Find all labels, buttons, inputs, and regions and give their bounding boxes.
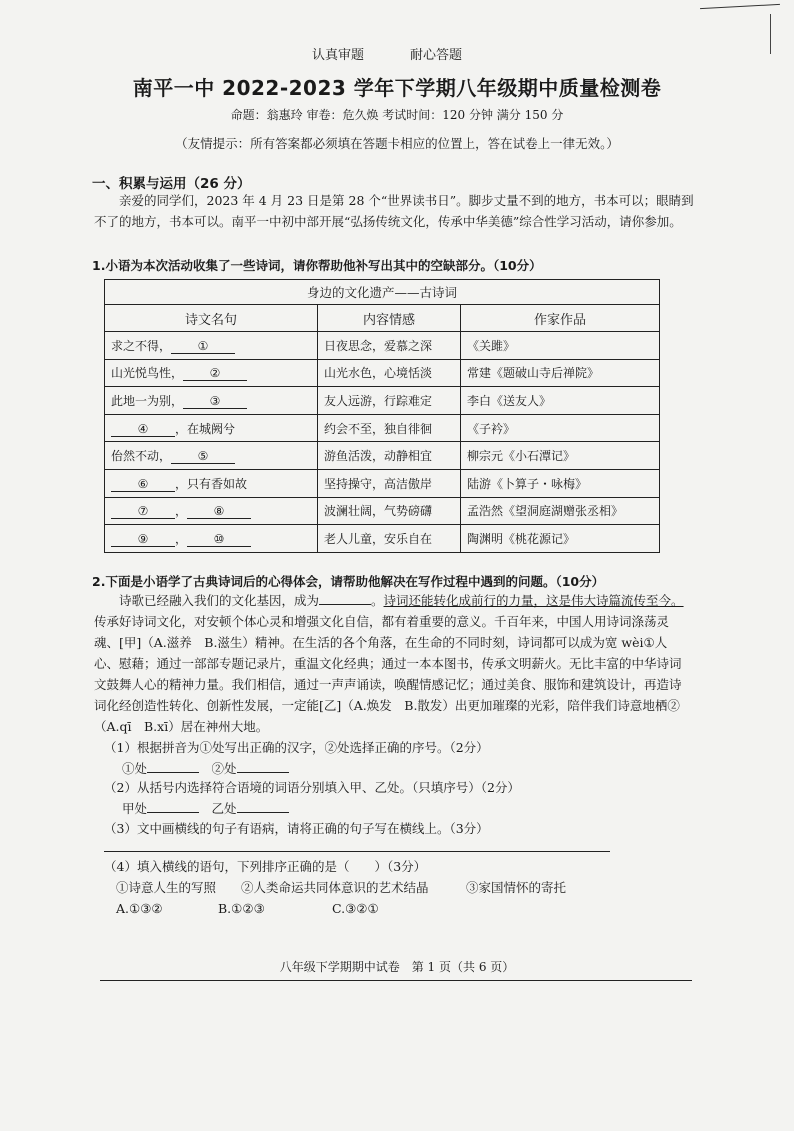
- option-b[interactable]: B.①②③: [218, 901, 265, 916]
- poem-blank[interactable]: ⑦: [111, 504, 175, 519]
- poem-blank[interactable]: ⑨: [111, 532, 175, 547]
- poem-blank[interactable]: ①: [171, 339, 235, 354]
- poem-text: 求之不得，: [111, 338, 172, 353]
- underlined-sentence: 诗词还能转化成前行的力量，这是伟大诗篇流传至今。: [383, 593, 684, 608]
- answer-blank[interactable]: [147, 800, 199, 813]
- answer-label: ①处: [122, 761, 148, 776]
- emotion-cell: 日夜思念，爱慕之深: [318, 332, 461, 360]
- poem-blank[interactable]: ④: [111, 422, 175, 437]
- poem-table: [104, 279, 660, 553]
- q2-sub4: （4）填入横线的语句，下列排序正确的是（ ）（3分）: [104, 859, 427, 874]
- poem-text: ，在城阙兮: [175, 421, 236, 436]
- poem-line-cell: [105, 387, 318, 415]
- passage-text: 诗歌已经融入我们的文化基因，成为: [119, 593, 320, 608]
- q1-prompt: 1.小语为本次活动收集了一些诗词，请你帮助他补写出其中的空缺部分。（10分）: [92, 258, 542, 273]
- motto-right: 耐心答题: [410, 48, 463, 63]
- poem-line-cell: [105, 525, 318, 553]
- footer-rule: [100, 980, 692, 981]
- poem-line-cell: [105, 469, 318, 497]
- work-cell: 李白《送友人》: [461, 387, 660, 415]
- motto-left: 认真审题: [312, 48, 365, 63]
- poem-blank[interactable]: ③: [183, 394, 247, 409]
- poem-rows: [105, 332, 660, 553]
- table-row: [105, 497, 660, 525]
- table-caption: 身边的文化遗产——古诗词: [105, 280, 660, 305]
- poem-line-cell: [105, 442, 318, 470]
- work-cell: 常建《题破山寺后禅院》: [461, 359, 660, 387]
- q2-prompt: 2.下面是小语学了古典诗词后的心得体会，请帮助他解决在写作过程中遇到的问题。（10分）: [92, 574, 605, 589]
- table-row: [105, 414, 660, 442]
- option-a[interactable]: A.①③②: [116, 901, 163, 916]
- poem-line-cell: [105, 497, 318, 525]
- poem-text: 山光悦鸟性，: [111, 366, 184, 381]
- exam-title: 南平一中 2022-2023 学年下学期八年级期中质量检测卷: [132, 76, 662, 100]
- q2-sub2-answers: [122, 798, 289, 819]
- answer-blank[interactable]: [237, 800, 289, 813]
- answer-blank[interactable]: [237, 760, 289, 773]
- emotion-cell: 坚持操守，高洁傲岸: [318, 469, 461, 497]
- poem-text: 此地一为别，: [111, 393, 184, 408]
- page-footer: 八年级下学期期中试卷 第 1 页（共 6 页）: [279, 960, 515, 974]
- table-row: [105, 387, 660, 415]
- answer-line[interactable]: [104, 851, 610, 852]
- emotion-cell: 山光水色，心境恬淡: [318, 359, 461, 387]
- option-c[interactable]: C.③②①: [332, 901, 379, 916]
- section-heading: 一、积累与运用（26 分）: [92, 176, 251, 192]
- q2-sub1: （1）根据拼音为①处写出正确的汉字，②处选择正确的序号。（2分）: [104, 740, 489, 755]
- poem-text: 佁然不动，: [111, 449, 172, 464]
- exam-meta: 命题：翁惠玲 审卷：危久焕 考试时间：120 分钟 满分 150 分: [230, 108, 564, 122]
- table-row: [105, 525, 660, 553]
- emotion-cell: 约会不至，独自徘徊: [318, 414, 461, 442]
- answer-blank[interactable]: [147, 760, 199, 773]
- q2-passage: [94, 590, 690, 737]
- poem-line-cell: [105, 359, 318, 387]
- work-cell: 《关雎》: [461, 332, 660, 360]
- emotion-cell: 波澜壮阔，气势磅礴: [318, 497, 461, 525]
- work-cell: 柳宗元《小石潭记》: [461, 442, 660, 470]
- emotion-cell: 友人远游，行踪难定: [318, 387, 461, 415]
- section-intro: 亲爱的同学们，2023 年 4 月 23 日是第 28 个“世界读书日”。脚步丈量不到的地方，书本可以；眼睛到不了的地方，书本可以。南平一中初中部开展“弘扬传统文化，传承中华美德”综合性学习活动，请你参加。: [94, 193, 694, 229]
- poem-blank[interactable]: ②: [183, 366, 247, 381]
- poem-text: ，: [175, 531, 188, 546]
- work-cell: 陆游《卜算子・咏梅》: [461, 469, 660, 497]
- exam-tip: （友情提示：所有答案都必须填在答题卡相应的位置上，答在试卷上一律无效。）: [175, 136, 619, 151]
- emotion-cell: 老人儿童，安乐自在: [318, 525, 461, 553]
- table-row: [105, 442, 660, 470]
- col-header: 作家作品: [461, 305, 660, 332]
- q2-sub1-answers: [122, 758, 289, 779]
- col-header: 诗文名句: [105, 305, 318, 332]
- passage-text: 传承好诗词文化，对安顿个体心灵和增强文化自信，都有着重要的意义。千百年来，中国人用诗词涤荡灵魂、[甲]（A.滋养 B.滋生）精神。在生活的各个角落，在生命的不同时刻，诗词都可以成为宽 wèi①人心、慰藉；通过一部部专题记录片，重温文化经典；通过一本本图书，传承文明薪火。无比丰富的中华诗词文鼓舞人心的精神力量。我们相信，通过一声声诵读，唤醒情感记忆；通过美食、服饰和建筑设计，再造诗词化经创造性转化、创新性发展，一定能[乙]（A.焕发 B.散发）出更加璀璨的光彩，陪伴我们诗意地栖②（A.qī B.xī）居在神州大地。: [94, 614, 682, 734]
- answer-label: 甲处: [122, 801, 148, 816]
- work-cell: 孟浩然《望洞庭湖赠张丞相》: [461, 497, 660, 525]
- emotion-cell: 游鱼活泼，动静相宜: [318, 442, 461, 470]
- table-row: [105, 359, 660, 387]
- q2-items: ①诗意人生的写照 ②人类命运共同体意识的艺术结晶 ③家国情怀的寄托: [116, 880, 567, 895]
- q2-sub2: （2）从括号内选择符合语境的词语分别填入甲、乙处。（只填序号）（2分）: [104, 780, 520, 795]
- q2-sub3: （3）文中画横线的句子有语病，请将正确的句子写在横线上。（3分）: [104, 821, 489, 836]
- poem-text: ，只有香如故: [175, 476, 248, 491]
- poem-line-cell: [105, 332, 318, 360]
- scan-mark: [770, 14, 771, 54]
- poem-blank[interactable]: ⑩: [187, 532, 251, 547]
- poem-line-cell: [105, 414, 318, 442]
- col-header: 内容情感: [318, 305, 461, 332]
- passage-text: 。: [371, 593, 384, 608]
- work-cell: 陶渊明《桃花源记》: [461, 525, 660, 553]
- poem-blank[interactable]: ⑧: [187, 504, 251, 519]
- table-row: [105, 332, 660, 360]
- answer-label: 乙处: [211, 801, 237, 816]
- answer-label: ②处: [211, 761, 237, 776]
- work-cell: 《子衿》: [461, 414, 660, 442]
- poem-text: ，: [175, 504, 188, 519]
- poem-blank[interactable]: ⑥: [111, 477, 175, 492]
- poem-blank[interactable]: ⑤: [171, 449, 235, 464]
- blank-line[interactable]: [319, 592, 371, 605]
- scan-mark: [700, 4, 780, 9]
- table-row: [105, 469, 660, 497]
